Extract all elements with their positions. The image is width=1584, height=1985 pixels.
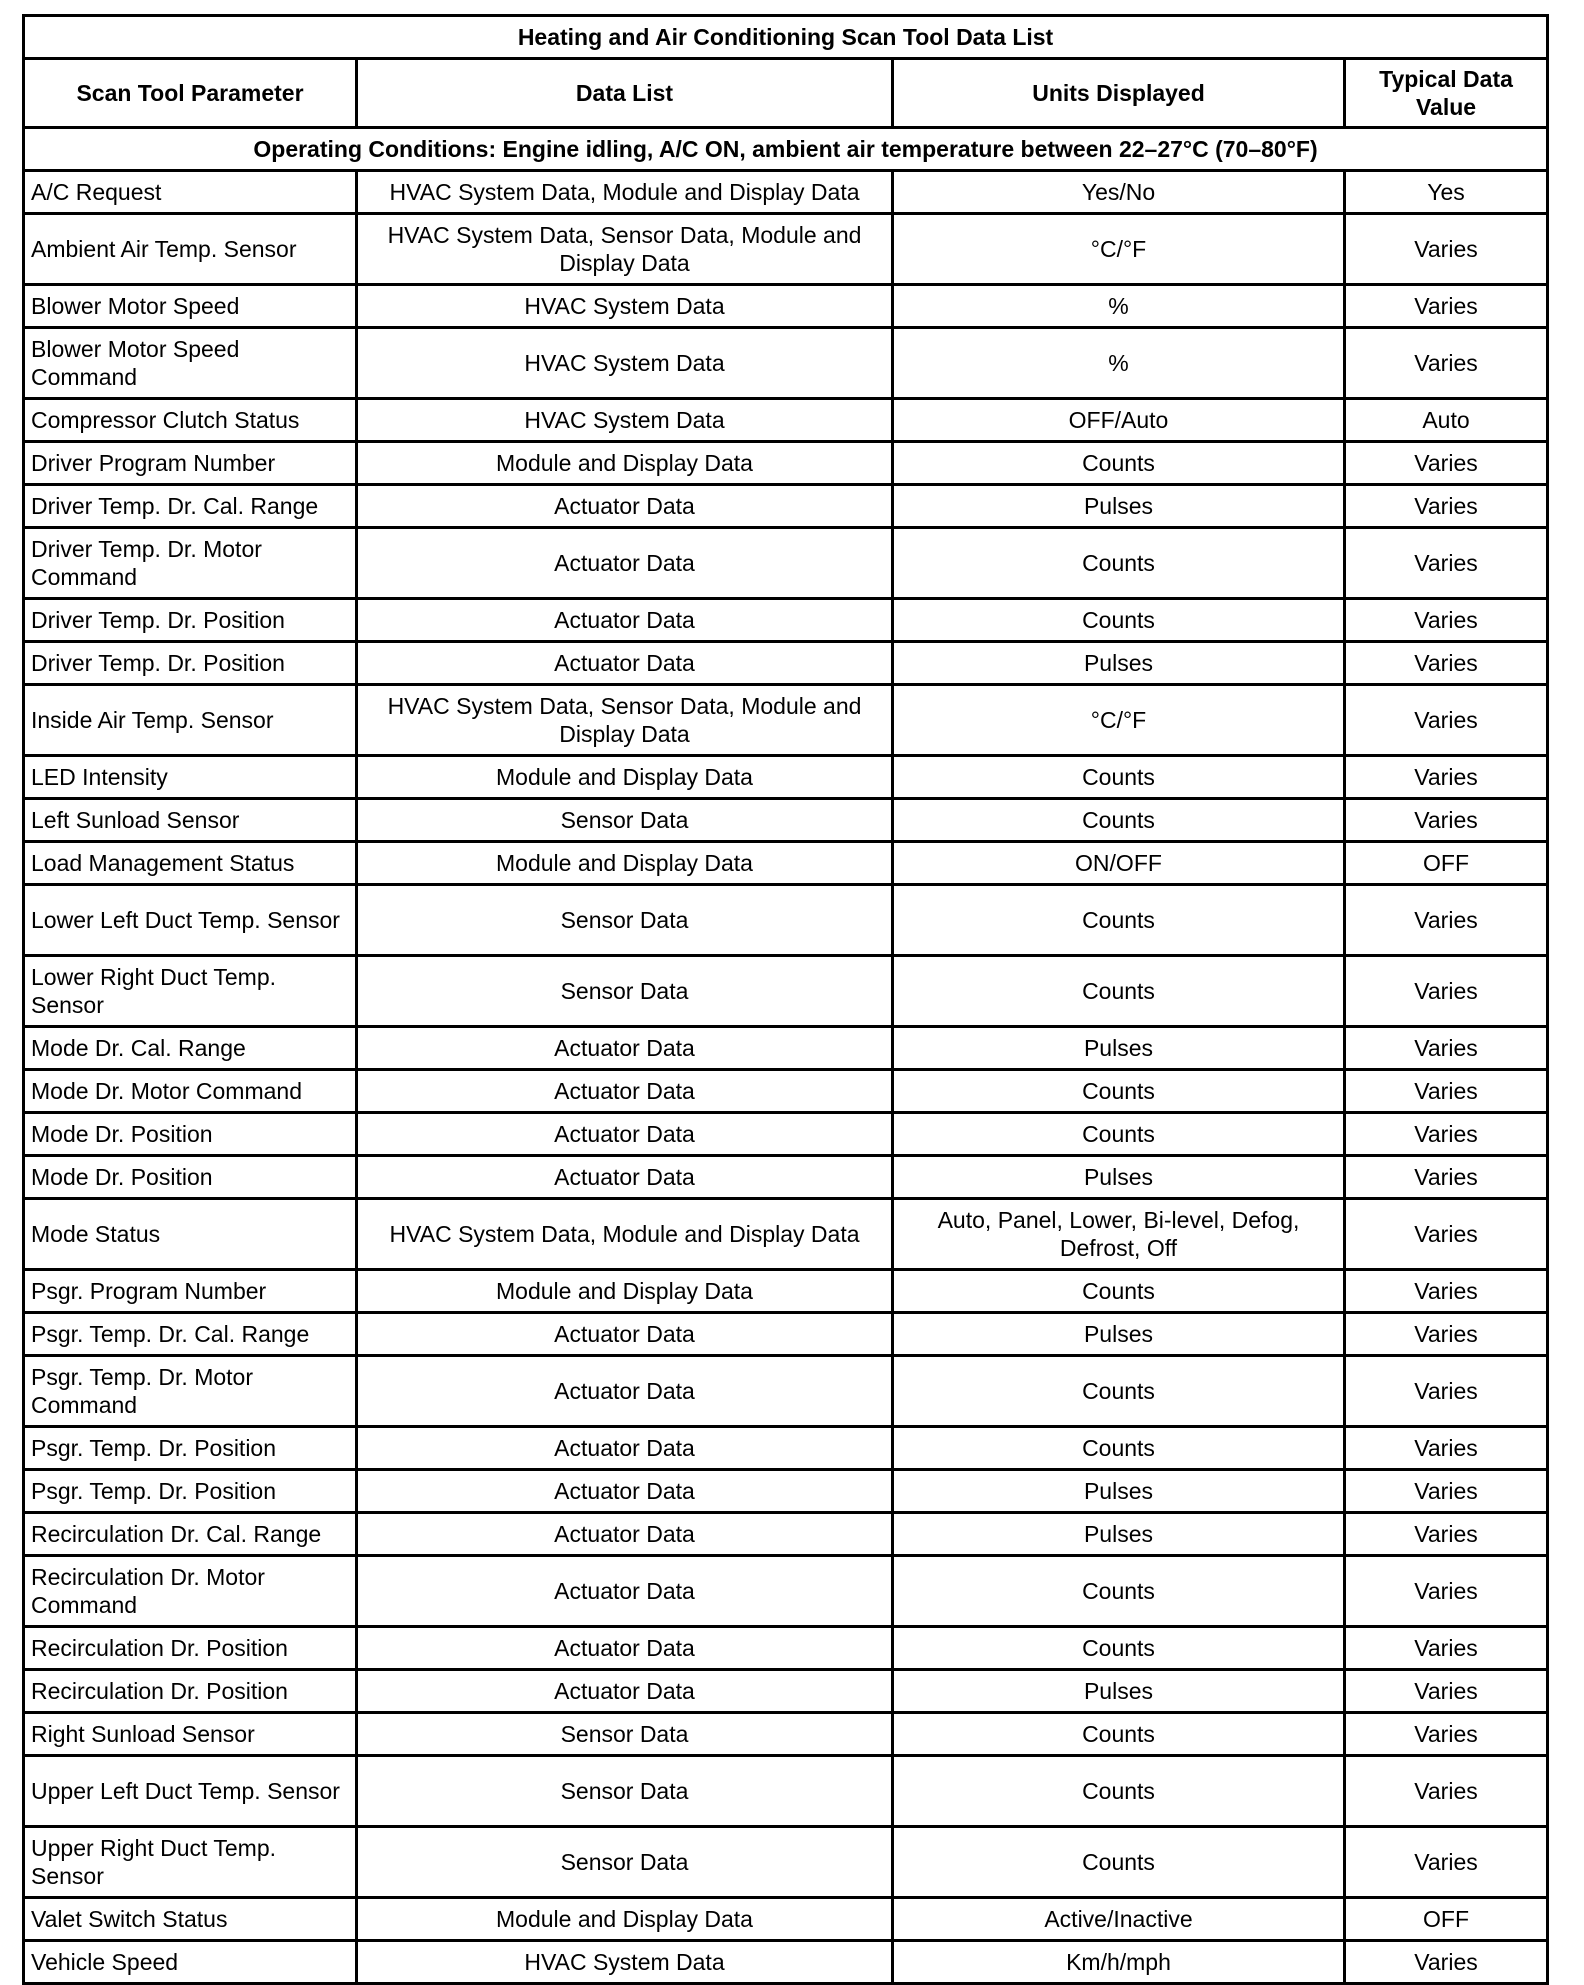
table-row <box>24 328 1548 399</box>
table-row <box>24 1756 1548 1827</box>
table-row <box>24 528 1548 599</box>
table-row <box>24 442 1548 485</box>
cell-data-list: Sensor Data <box>357 956 893 1027</box>
cell-typical: Varies <box>1345 1670 1548 1713</box>
cell-units: Counts <box>893 1070 1345 1113</box>
table-row <box>24 685 1548 756</box>
cell-units: Pulses <box>893 1156 1345 1199</box>
cell-data-list: Module and Display Data <box>357 842 893 885</box>
table-row <box>24 1070 1548 1113</box>
cell-parameter: Right Sunload Sensor <box>24 1713 357 1756</box>
cell-data-list: HVAC System Data, Sensor Data, Module and Display Data <box>357 685 893 756</box>
cell-units: Counts <box>893 1556 1345 1627</box>
cell-typical: Varies <box>1345 799 1548 842</box>
table-row <box>24 1156 1548 1199</box>
cell-units: Pulses <box>893 1513 1345 1556</box>
cell-parameter: Psgr. Temp. Dr. Position <box>24 1427 357 1470</box>
cell-units: Counts <box>893 1756 1345 1827</box>
cell-data-list: Actuator Data <box>357 1356 893 1427</box>
cell-typical: Varies <box>1345 285 1548 328</box>
cell-parameter: Blower Motor Speed <box>24 285 357 328</box>
cell-data-list: Module and Display Data <box>357 1898 893 1941</box>
cell-data-list: Actuator Data <box>357 1313 893 1356</box>
cell-units: Pulses <box>893 485 1345 528</box>
table-row <box>24 1270 1548 1313</box>
cell-parameter: Driver Program Number <box>24 442 357 485</box>
table-row <box>24 171 1548 214</box>
cell-typical: Varies <box>1345 685 1548 756</box>
cell-typical: Varies <box>1345 1427 1548 1470</box>
table-row <box>24 1027 1548 1070</box>
cell-data-list: Sensor Data <box>357 885 893 956</box>
cell-parameter: Recirculation Dr. Position <box>24 1627 357 1670</box>
table-row <box>24 1941 1548 1984</box>
cell-units: Pulses <box>893 1313 1345 1356</box>
cell-typical: Varies <box>1345 1270 1548 1313</box>
cell-parameter: Valet Switch Status <box>24 1898 357 1941</box>
cell-units: Counts <box>893 1270 1345 1313</box>
cell-data-list: HVAC System Data, Module and Display Data <box>357 171 893 214</box>
cell-units: Pulses <box>893 1670 1345 1713</box>
cell-typical: Varies <box>1345 1156 1548 1199</box>
cell-parameter: Mode Dr. Cal. Range <box>24 1027 357 1070</box>
cell-parameter: Driver Temp. Dr. Position <box>24 599 357 642</box>
cell-units: % <box>893 328 1345 399</box>
table-row <box>24 399 1548 442</box>
table-row <box>24 799 1548 842</box>
cell-units: Counts <box>893 885 1345 956</box>
cell-typical: OFF <box>1345 1898 1548 1941</box>
cell-parameter: Psgr. Temp. Dr. Position <box>24 1470 357 1513</box>
cell-typical: Varies <box>1345 1756 1548 1827</box>
cell-data-list: Actuator Data <box>357 1627 893 1670</box>
cell-data-list: Module and Display Data <box>357 756 893 799</box>
cell-parameter: Lower Right Duct Temp. Sensor <box>24 956 357 1027</box>
cell-data-list: Actuator Data <box>357 1070 893 1113</box>
cell-typical: Varies <box>1345 1470 1548 1513</box>
cell-typical: Varies <box>1345 1070 1548 1113</box>
cell-parameter: Compressor Clutch Status <box>24 399 357 442</box>
cell-parameter: Lower Left Duct Temp. Sensor <box>24 885 357 956</box>
cell-units: Counts <box>893 528 1345 599</box>
cell-parameter: Mode Dr. Position <box>24 1113 357 1156</box>
table-row <box>24 285 1548 328</box>
cell-parameter: A/C Request <box>24 171 357 214</box>
cell-data-list: Actuator Data <box>357 1470 893 1513</box>
cell-typical: Varies <box>1345 485 1548 528</box>
cell-parameter: Psgr. Temp. Dr. Motor Command <box>24 1356 357 1427</box>
cell-data-list: Actuator Data <box>357 1556 893 1627</box>
cell-units: Counts <box>893 1427 1345 1470</box>
cell-units: Counts <box>893 1713 1345 1756</box>
table-row <box>24 1199 1548 1270</box>
cell-typical: Varies <box>1345 1027 1548 1070</box>
table-row <box>24 1627 1548 1670</box>
cell-units: OFF/Auto <box>893 399 1345 442</box>
cell-typical: Varies <box>1345 1713 1548 1756</box>
cell-typical: Varies <box>1345 642 1548 685</box>
cell-units: Counts <box>893 1356 1345 1427</box>
header-parameter: Scan Tool Parameter <box>24 59 357 128</box>
cell-data-list: HVAC System Data <box>357 399 893 442</box>
cell-parameter: Inside Air Temp. Sensor <box>24 685 357 756</box>
cell-units: % <box>893 285 1345 328</box>
cell-typical: Varies <box>1345 442 1548 485</box>
cell-parameter: Left Sunload Sensor <box>24 799 357 842</box>
cell-parameter: Psgr. Program Number <box>24 1270 357 1313</box>
cell-typical: Varies <box>1345 1199 1548 1270</box>
cell-units: Counts <box>893 442 1345 485</box>
table-row <box>24 214 1548 285</box>
cell-data-list: Actuator Data <box>357 599 893 642</box>
cell-data-list: Actuator Data <box>357 1670 893 1713</box>
cell-typical: Varies <box>1345 1313 1548 1356</box>
cell-units: Counts <box>893 599 1345 642</box>
table-row <box>24 599 1548 642</box>
cell-typical: Varies <box>1345 1113 1548 1156</box>
table-row <box>24 485 1548 528</box>
table-row <box>24 885 1548 956</box>
cell-parameter: Upper Left Duct Temp. Sensor <box>24 1756 357 1827</box>
cell-data-list: Actuator Data <box>357 1156 893 1199</box>
cell-typical: Varies <box>1345 214 1548 285</box>
cell-parameter: Ambient Air Temp. Sensor <box>24 214 357 285</box>
header-typical: Typical Data Value <box>1345 59 1548 128</box>
cell-data-list: Module and Display Data <box>357 1270 893 1313</box>
table-row <box>24 642 1548 685</box>
cell-data-list: Actuator Data <box>357 1513 893 1556</box>
cell-units: Yes/No <box>893 171 1345 214</box>
cell-parameter: Recirculation Dr. Position <box>24 1670 357 1713</box>
cell-data-list: Sensor Data <box>357 799 893 842</box>
cell-data-list: Sensor Data <box>357 1827 893 1898</box>
cell-data-list: HVAC System Data <box>357 328 893 399</box>
cell-parameter: Mode Status <box>24 1199 357 1270</box>
cell-typical: Varies <box>1345 1513 1548 1556</box>
table-row <box>24 1427 1548 1470</box>
cell-data-list: Actuator Data <box>357 485 893 528</box>
table-row <box>24 842 1548 885</box>
cell-data-list: HVAC System Data <box>357 285 893 328</box>
table-row <box>24 756 1548 799</box>
cell-data-list: Actuator Data <box>357 1113 893 1156</box>
cell-parameter: Psgr. Temp. Dr. Cal. Range <box>24 1313 357 1356</box>
table-row <box>24 1713 1548 1756</box>
cell-parameter: Driver Temp. Dr. Cal. Range <box>24 485 357 528</box>
table-row <box>24 1898 1548 1941</box>
table-row <box>24 1356 1548 1427</box>
cell-typical: Varies <box>1345 956 1548 1027</box>
cell-units: °C/°F <box>893 214 1345 285</box>
cell-parameter: Recirculation Dr. Motor Command <box>24 1556 357 1627</box>
cell-typical: Varies <box>1345 756 1548 799</box>
cell-units: Pulses <box>893 1470 1345 1513</box>
table-row <box>24 956 1548 1027</box>
cell-typical: Varies <box>1345 885 1548 956</box>
cell-typical: Yes <box>1345 171 1548 214</box>
cell-units: Pulses <box>893 1027 1345 1070</box>
table-row <box>24 1827 1548 1898</box>
cell-parameter: Mode Dr. Motor Command <box>24 1070 357 1113</box>
cell-typical: OFF <box>1345 842 1548 885</box>
cell-data-list: Actuator Data <box>357 528 893 599</box>
scan-tool-data-table <box>22 14 1549 1985</box>
cell-units: Active/Inactive <box>893 1898 1345 1941</box>
cell-parameter: LED Intensity <box>24 756 357 799</box>
cell-typical: Varies <box>1345 1941 1548 1984</box>
cell-data-list: HVAC System Data <box>357 1941 893 1984</box>
table-row <box>24 1513 1548 1556</box>
cell-units: Pulses <box>893 642 1345 685</box>
table-title: Heating and Air Conditioning Scan Tool Data List <box>24 16 1548 59</box>
cell-units: Auto, Panel, Lower, Bi-level, Defog, Defrost, Off <box>893 1199 1345 1270</box>
table-row <box>24 1313 1548 1356</box>
document-page <box>22 14 1546 1985</box>
cell-data-list: HVAC System Data, Sensor Data, Module and Display Data <box>357 214 893 285</box>
cell-data-list: Actuator Data <box>357 1027 893 1070</box>
cell-parameter: Driver Temp. Dr. Position <box>24 642 357 685</box>
table-row <box>24 1670 1548 1713</box>
cell-data-list: Actuator Data <box>357 1427 893 1470</box>
cell-units: Counts <box>893 1113 1345 1156</box>
cell-data-list: Module and Display Data <box>357 442 893 485</box>
cell-parameter: Mode Dr. Position <box>24 1156 357 1199</box>
cell-typical: Varies <box>1345 1827 1548 1898</box>
cell-typical: Varies <box>1345 1356 1548 1427</box>
table-row <box>24 1470 1548 1513</box>
cell-typical: Auto <box>1345 399 1548 442</box>
cell-typical: Varies <box>1345 1627 1548 1670</box>
table-row <box>24 1556 1548 1627</box>
column-header-row <box>24 59 1548 128</box>
header-units: Units Displayed <box>893 59 1345 128</box>
cell-typical: Varies <box>1345 528 1548 599</box>
cell-data-list: Sensor Data <box>357 1756 893 1827</box>
cell-parameter: Upper Right Duct Temp. Sensor <box>24 1827 357 1898</box>
cell-parameter: Blower Motor Speed Command <box>24 328 357 399</box>
cell-parameter: Vehicle Speed <box>24 1941 357 1984</box>
cell-typical: Varies <box>1345 328 1548 399</box>
cell-units: Counts <box>893 956 1345 1027</box>
cell-typical: Varies <box>1345 599 1548 642</box>
cell-parameter: Recirculation Dr. Cal. Range <box>24 1513 357 1556</box>
cell-data-list: Sensor Data <box>357 1713 893 1756</box>
cell-units: ON/OFF <box>893 842 1345 885</box>
cell-data-list: Actuator Data <box>357 642 893 685</box>
cell-units: °C/°F <box>893 685 1345 756</box>
operating-conditions: Operating Conditions: Engine idling, A/C ON, ambient air temperature between 22–27°C (70–80°F) <box>24 128 1548 171</box>
header-data-list: Data List <box>357 59 893 128</box>
cell-units: Counts <box>893 756 1345 799</box>
cell-parameter: Load Management Status <box>24 842 357 885</box>
cell-units: Km/h/mph <box>893 1941 1345 1984</box>
table-row <box>24 1113 1548 1156</box>
cell-typical: Varies <box>1345 1556 1548 1627</box>
cell-data-list: HVAC System Data, Module and Display Data <box>357 1199 893 1270</box>
cell-parameter: Driver Temp. Dr. Motor Command <box>24 528 357 599</box>
cell-units: Counts <box>893 1627 1345 1670</box>
cell-units: Counts <box>893 1827 1345 1898</box>
cell-units: Counts <box>893 799 1345 842</box>
